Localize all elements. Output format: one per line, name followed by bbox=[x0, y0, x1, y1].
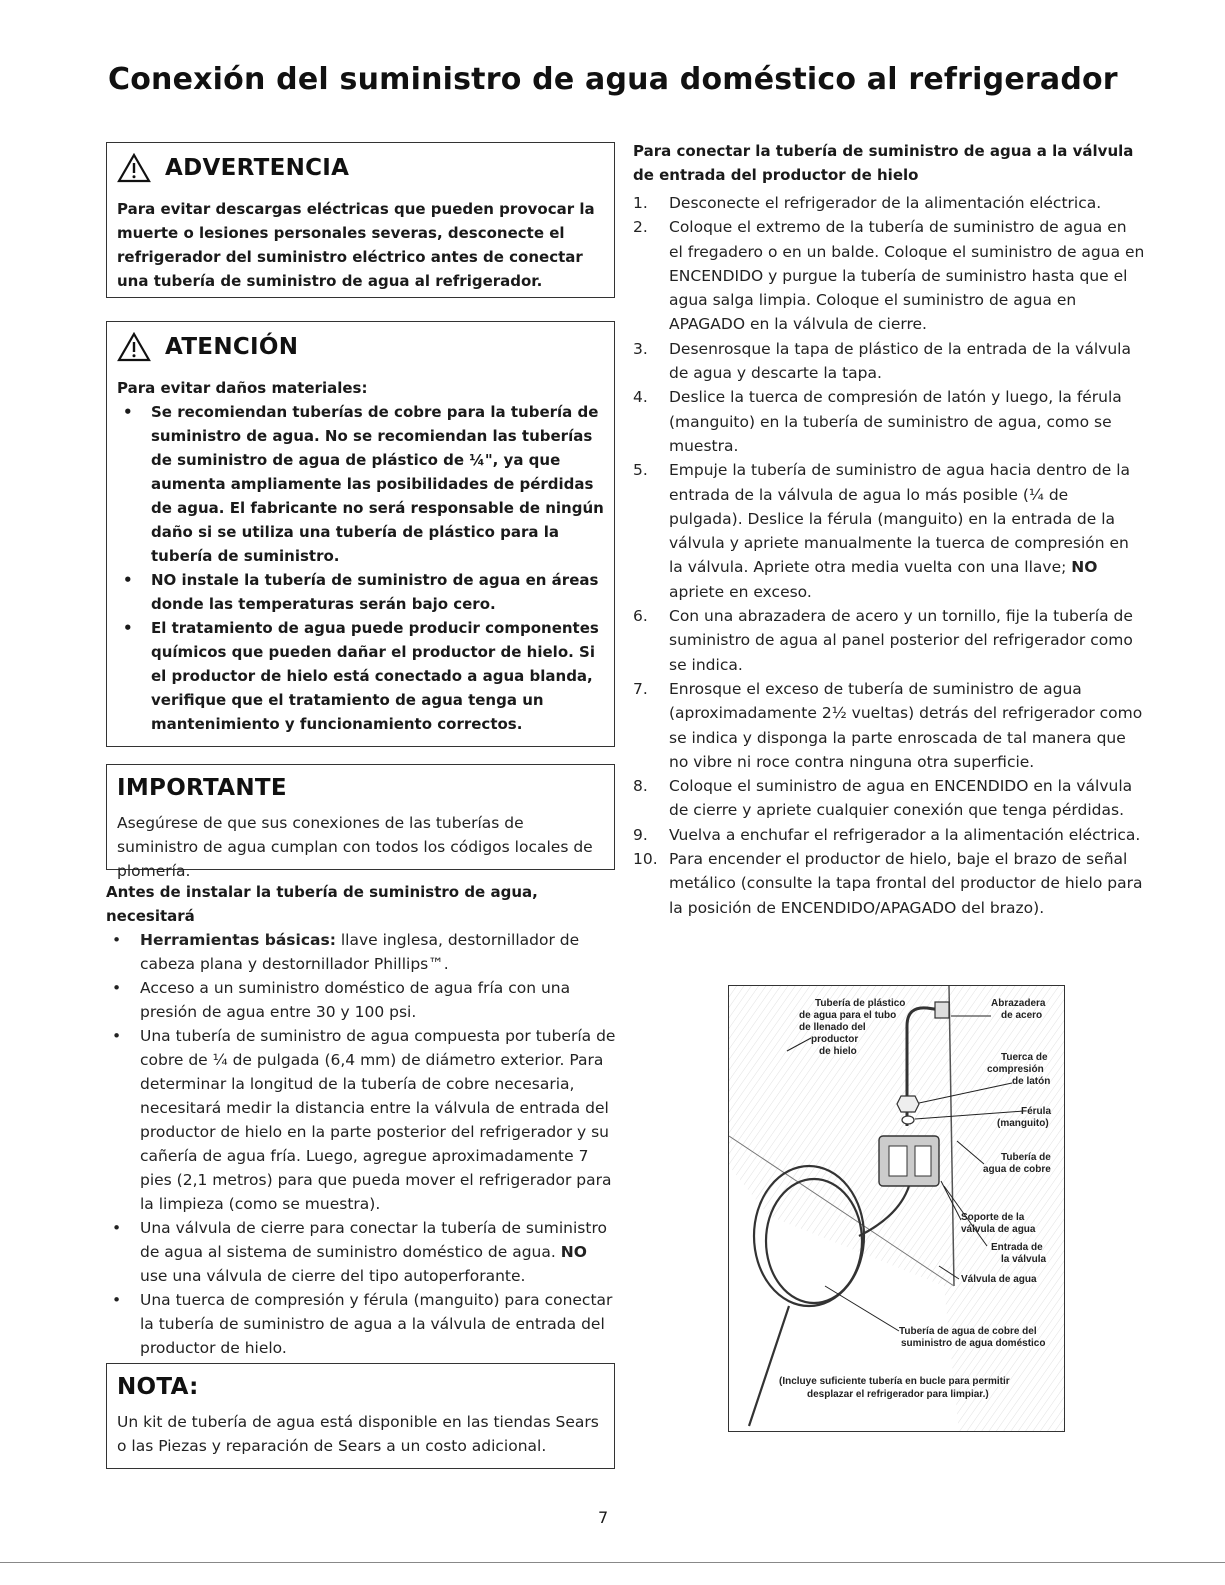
page-title: Conexión del suministro de agua doméstico al refrigerador bbox=[108, 62, 1118, 97]
ferrule-shape bbox=[902, 1116, 914, 1124]
label-plastic-tube: de hielo bbox=[819, 1046, 857, 1057]
label-plastic-tube: de llenado del bbox=[799, 1022, 866, 1033]
label-clamp: Abrazadera bbox=[991, 998, 1046, 1009]
label-ferrule: (manguito) bbox=[997, 1118, 1049, 1129]
diagram-svg bbox=[729, 986, 1065, 1432]
step-text: Enrosque el exceso de tubería de suministro de agua (aproximadamente 2½ vueltas) detrás del refrigerador como se indica y disponga la parte enroscada de tal manera que no vibre ni roce contra ninguna otra superficie. bbox=[669, 679, 1143, 771]
label-valve: Válvula de agua bbox=[961, 1274, 1037, 1285]
step-item bbox=[633, 823, 1145, 847]
step-number: 2. bbox=[633, 218, 648, 237]
caution-heading: ATENCIÓN bbox=[165, 334, 299, 360]
label-nut: Tuerca de bbox=[1001, 1052, 1048, 1063]
step-number: 10. bbox=[633, 850, 658, 869]
label-house-line: suministro de agua doméstico bbox=[901, 1338, 1046, 1349]
step-text: Coloque el extremo de la tubería de suministro de agua en el fregadero o en un balde. Coloque el suministro de agua en ENCENDIDO y purgue la tubería de suministro hasta que el agua salga limpia. Coloque el suministro de agua en APAGADO en la válvula de cierre. bbox=[669, 218, 1145, 334]
important-text: Asegúrese de que sus conexiones de las tuberías de suministro de agua cumplan con todos los códigos locales de plomería. bbox=[117, 814, 593, 880]
step-number: 9. bbox=[633, 825, 648, 844]
step-number: 6. bbox=[633, 607, 648, 626]
needs-item: • Una tuerca de compresión y férula (manguito) para conectar la tubería de suministro de agua a la válvula de entrada del productor de hielo. bbox=[106, 1288, 618, 1360]
label-loop-note: desplazar el refrigerador para limpiar.) bbox=[807, 1389, 989, 1400]
note-text: Un kit de tubería de agua está disponible en las tiendas Sears o las Piezas y reparación de Sears a un costo adicional. bbox=[117, 1413, 599, 1455]
step-item bbox=[633, 774, 1145, 823]
label-house-line: Tubería de agua de cobre del bbox=[899, 1326, 1037, 1337]
needs-heading: Antes de instalar la tubería de suministro de agua, necesitará bbox=[106, 883, 538, 925]
step-number: 3. bbox=[633, 339, 648, 358]
step-item bbox=[633, 215, 1145, 336]
label-plastic-tube: Tubería de plástico bbox=[815, 998, 906, 1009]
step-text: Desconecte el refrigerador de la alimentación eléctrica. bbox=[669, 194, 1102, 212]
needs-section bbox=[106, 880, 618, 1360]
label-bracket: válvula de agua bbox=[961, 1224, 1036, 1235]
label-loop-note: (Incluye suficiente tubería en bucle para permitir bbox=[779, 1376, 1010, 1387]
warning-heading: ADVERTENCIA bbox=[165, 155, 350, 181]
needs-item4-text-a: Una válvula de cierre para conectar la tubería de suministro de agua al sistema de suministro doméstico de agua. bbox=[140, 1219, 607, 1261]
step-text: Con una abrazadera de acero y un tornillo, fije la tubería de suministro de agua al panel posterior del refrigerador como se indica. bbox=[669, 607, 1133, 674]
caution-list bbox=[117, 400, 604, 736]
caution-intro: Para evitar daños materiales: bbox=[117, 379, 368, 397]
step-text: Empuje la tubería de suministro de agua hacia dentro de la entrada de la válvula de agua lo más posible (¼ de pulgada). Deslice la férula (manguito) en la entrada de la válvula y apriete manualmente la tuerca de compresión en la válvula. Apriete otra media vuelta con una llave; bbox=[669, 461, 1131, 577]
step-number: 7. bbox=[633, 679, 648, 698]
label-copper-tube: agua de cobre bbox=[983, 1164, 1051, 1175]
label-ferrule: Férula bbox=[1021, 1106, 1052, 1117]
step-bold: NO bbox=[1071, 558, 1098, 577]
needs-tools-text: llave inglesa, destornillador de cabeza plana y destornillador Phillips™. bbox=[140, 931, 580, 973]
label-inlet: la válvula bbox=[1001, 1254, 1047, 1265]
connect-heading: Para conectar la tubería de suministro de agua a la válvula de entrada del productor de hielo bbox=[633, 142, 1134, 184]
label-nut: compresión bbox=[987, 1064, 1044, 1075]
important-header bbox=[117, 775, 604, 801]
caution-header bbox=[117, 332, 604, 362]
warning-box bbox=[106, 142, 615, 298]
water-line-diagram bbox=[728, 985, 1065, 1432]
warning-triangle-icon bbox=[117, 332, 151, 362]
needs-item: • Una tubería de suministro de agua compuesta por tubería de cobre de ¼ de pulgada (6,4 mm) de diámetro exterior. Para determinar la longitud de la tubería de cobre necesaria, necesitará medir la distancia entre la válvula de entrada del productor de hielo en la parte posterior del refrigerador y su cañería de agua fría. Luego, agregue aproximadamente 7 pies (2,1 metros) para que pueda mover el refrigerador para la limpieza (como se muestra). bbox=[106, 1024, 618, 1216]
caution-bullet: • Se recomiendan tuberías de cobre para la tubería de suministro de agua. No se recomiendan las tuberías de suministro de agua de plástico de ¼", ya que aumenta ampliamente las posibilidades de pérdidas de agua. El fabricante no será responsable de ningún daño si se utiliza una tubería de plástico para la tubería de suministro. bbox=[117, 400, 604, 568]
label-copper-tube: Tubería de bbox=[1001, 1152, 1051, 1163]
label-clamp: de acero bbox=[1001, 1010, 1043, 1021]
clamp-shape bbox=[935, 1002, 949, 1018]
step-item bbox=[633, 604, 1145, 677]
step-item bbox=[633, 385, 1145, 458]
needs-item bbox=[106, 1216, 618, 1288]
caution-box bbox=[106, 321, 615, 747]
important-box bbox=[106, 764, 615, 880]
step-item bbox=[633, 337, 1145, 386]
step-text: Coloque el suministro de agua en ENCENDIDO en la válvula de cierre y apriete cualquier conexión que tenga pérdidas. bbox=[669, 777, 1133, 820]
label-bracket: Soporte de la bbox=[961, 1212, 1025, 1223]
step-text: Vuelva a enchufar el refrigerador a la alimentación eléctrica. bbox=[669, 825, 1141, 844]
needs-item4-text-b: use una válvula de cierre del tipo autoperforante. bbox=[140, 1267, 526, 1285]
connect-section bbox=[633, 139, 1145, 920]
needs-list bbox=[106, 928, 618, 1360]
label-plastic-tube: productor bbox=[811, 1034, 859, 1045]
step-text: Desenrosque la tapa de plástico de la entrada de la válvula de agua y descarte la tapa. bbox=[669, 339, 1131, 383]
caution-bullet: • El tratamiento de agua puede producir componentes químicos que pueden dañar el productor de hielo. Si el productor de hielo está conectado a agua blanda, verifique que el tratamiento de agua tenga un mantenimiento y funcionamiento correctos. bbox=[117, 616, 604, 736]
note-heading: NOTA: bbox=[117, 1374, 199, 1400]
step-item bbox=[633, 458, 1145, 604]
warning-triangle-icon bbox=[117, 153, 151, 183]
step-number: 5. bbox=[633, 461, 648, 480]
step-text: Para encender el productor de hielo, baje el brazo de señal metálico (consulte la tapa frontal del productor de hielo para la posición de ENCENDIDO/APAGADO del brazo). bbox=[669, 850, 1143, 917]
step-item bbox=[633, 847, 1145, 920]
step-number: 1. bbox=[633, 194, 648, 212]
label-nut: de latón bbox=[1012, 1076, 1051, 1087]
needs-item4-bold: NO bbox=[560, 1243, 587, 1261]
caution-bullet: • NO instale la tubería de suministro de agua en áreas donde las temperaturas serán bajo cero. bbox=[117, 568, 604, 616]
page-number: 7 bbox=[598, 1508, 609, 1527]
needs-item: • Acceso a un suministro doméstico de agua fría con una presión de agua entre 30 y 100 psi. bbox=[106, 976, 618, 1024]
step-text: apriete en exceso. bbox=[669, 582, 812, 601]
bottom-rule bbox=[0, 1562, 1225, 1563]
step-number: 4. bbox=[633, 388, 648, 407]
note-box bbox=[106, 1363, 615, 1469]
step-number: 8. bbox=[633, 777, 648, 796]
step-item bbox=[633, 191, 1145, 215]
label-inlet: Entrada de bbox=[991, 1242, 1043, 1253]
nut-shape bbox=[897, 1096, 919, 1112]
note-header bbox=[117, 1374, 604, 1400]
warning-text: Para evitar descargas eléctricas que pueden provocar la muerte o lesiones personales severas, desconecte el refrigerador del suministro eléctrico antes de conectar una tubería de suministro de agua al refrigerador. bbox=[117, 200, 595, 290]
needs-item bbox=[106, 928, 618, 976]
label-plastic-tube: de agua para el tubo bbox=[799, 1010, 897, 1021]
step-item bbox=[633, 677, 1145, 774]
important-heading: IMPORTANTE bbox=[117, 775, 287, 801]
step-text: Deslice la tuerca de compresión de latón y luego, la férula (manguito) en la tubería de suministro de agua, como se muestra. bbox=[669, 388, 1122, 455]
steps-list bbox=[633, 191, 1145, 920]
needs-tools-label: Herramientas básicas: bbox=[140, 931, 336, 949]
warning-header bbox=[117, 153, 604, 183]
